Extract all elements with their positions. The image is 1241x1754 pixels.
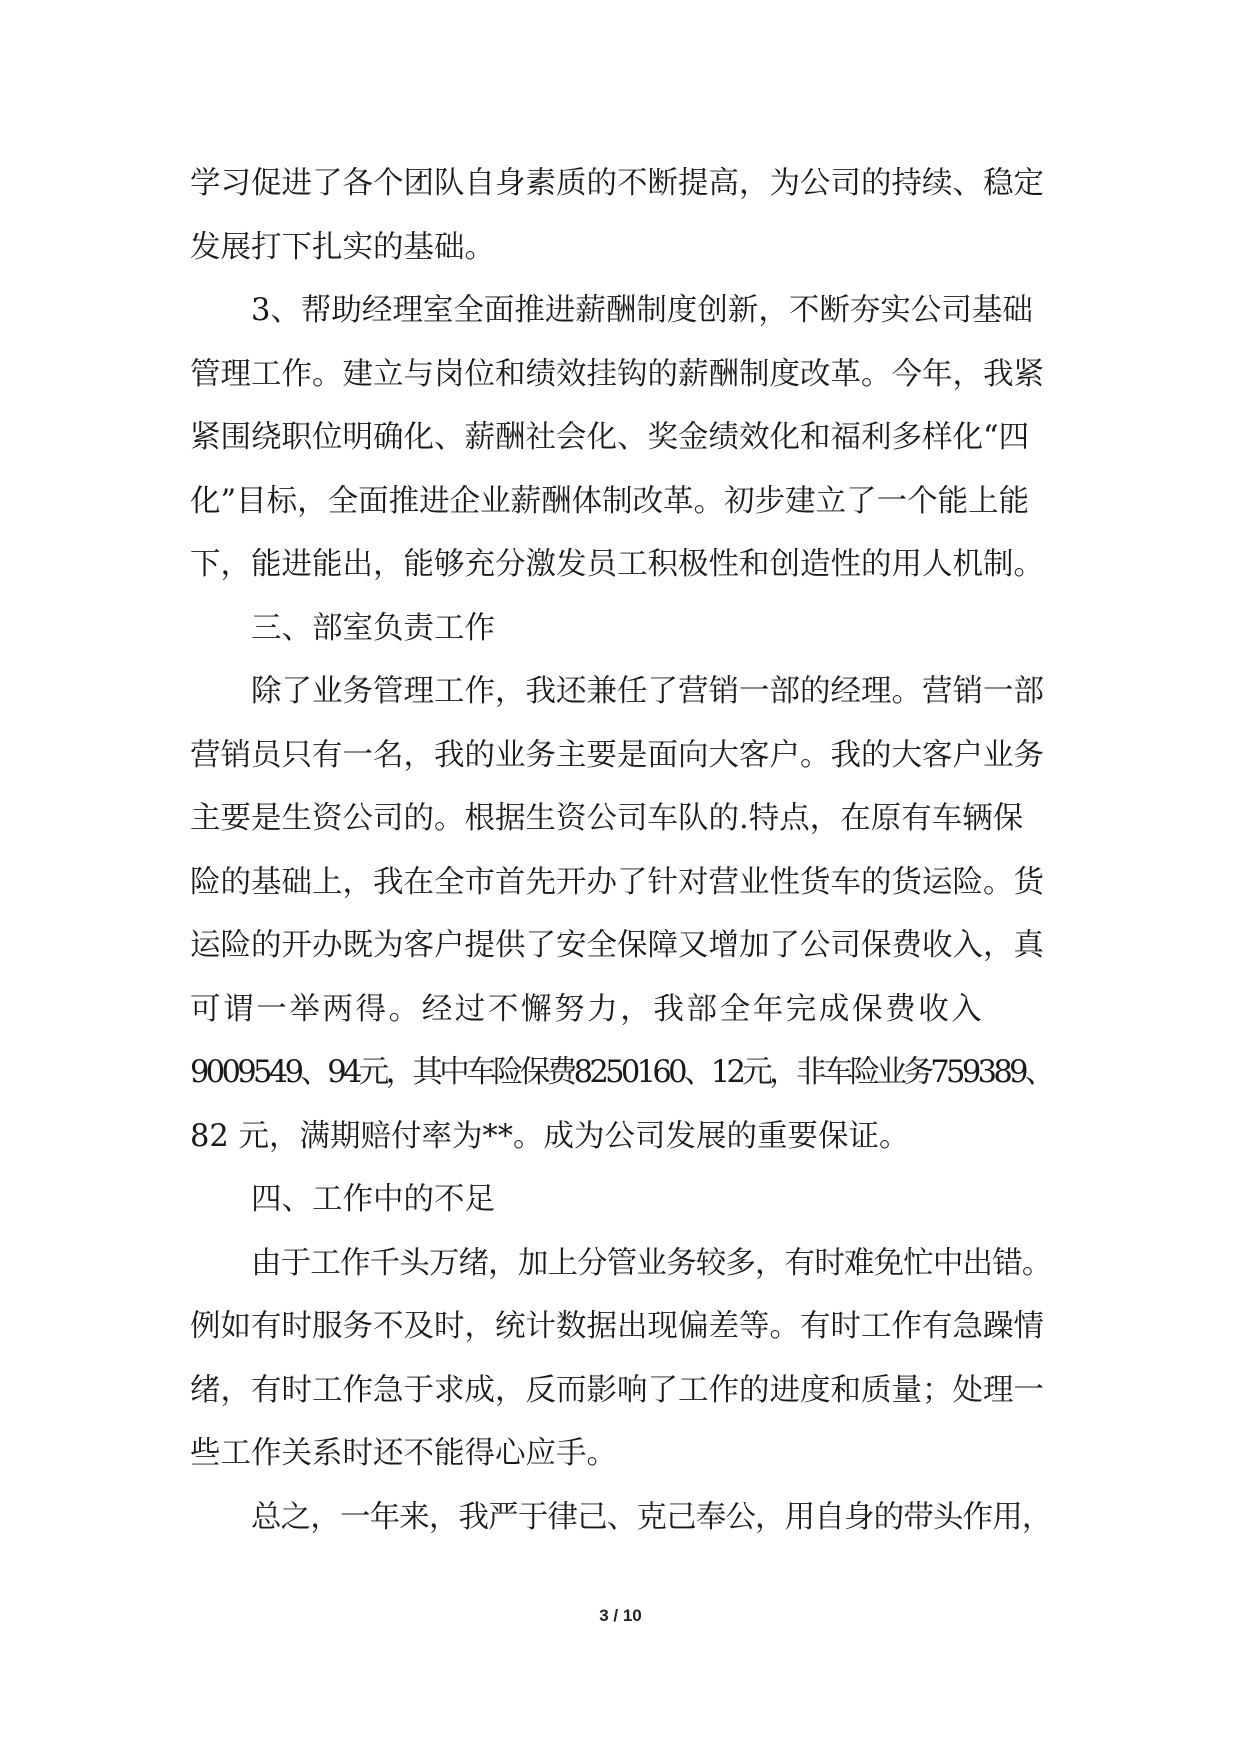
page-number: 3 / 10 (599, 1606, 642, 1625)
text-line: 9009549、94元，其中车险保费8250160、12元，非车险业务759389、 (190, 1055, 1052, 1090)
text-line: 险的基础上，我在全市首先开办了针对营业性货车的货运险。货 (190, 864, 1044, 900)
text-line: 由于工作千头万绪，加上分管业务较多，有时难免忙中出错。 (251, 1245, 1052, 1281)
text-line: 些工作关系时还不能得心应手。 (190, 1436, 617, 1471)
text-line: 除了业务管理工作，我还兼任了营销一部的经理。营销一部 (251, 674, 1044, 709)
text-line: 绪，有时工作急于求成，反而影响了工作的进度和质量；处理一 (190, 1372, 1044, 1408)
section-heading: 四、工作中的不足 (251, 1182, 495, 1217)
text-line: 营销员只有一名，我的业务主要是面向大客户。我的大客户业务 (190, 737, 1044, 773)
text-line: 总之，一年来，我严于律己、克己奉公，用自身的带头作用， (251, 1499, 1052, 1535)
text-line: 运险的开办既为客户提供了安全保障又增加了公司保费收入，真 (190, 928, 1044, 963)
document-body (190, 152, 1052, 1549)
text-line: 例如有时服务不及时，统计数据出现偏差等。有时工作有急躁情 (190, 1309, 1044, 1344)
text-line: 下，能进能出，能够充分激发员工积极性和创造性的用人机制。 (190, 547, 1044, 582)
text-line: 管理工作。建立与岗位和绩效挂钩的薪酬制度改革。今年，我紧 (190, 356, 1044, 392)
text-line: 学习促进了各个团队自身素质的不断提高，为公司的持续、稳定 (190, 166, 1044, 201)
text-line: 82 元，满期赔付率为**。成为公司发展的重要保证。 (190, 1118, 910, 1154)
text-line: 发展打下扎实的基础。 (190, 229, 495, 265)
text-line: 化”目标，全面推进企业薪酬体制改革。初步建立了一个能上能 (190, 483, 1030, 519)
text-line: 主要是生资公司的。根据生资公司车队的.特点，在原有车辆保 (190, 801, 1024, 836)
section-heading: 三、部室负责工作 (251, 610, 495, 646)
text-line: 3、帮助经理室全面推进薪酬制度创新，不断夯实公司基础 (251, 293, 1033, 328)
text-line: 可谓一举两得。经过不懈努力，我部全年完成保费收入 (190, 991, 985, 1027)
text-line: 紧围绕职位明确化、薪酬社会化、奖金绩效化和福利多样化“四 (190, 420, 1030, 455)
